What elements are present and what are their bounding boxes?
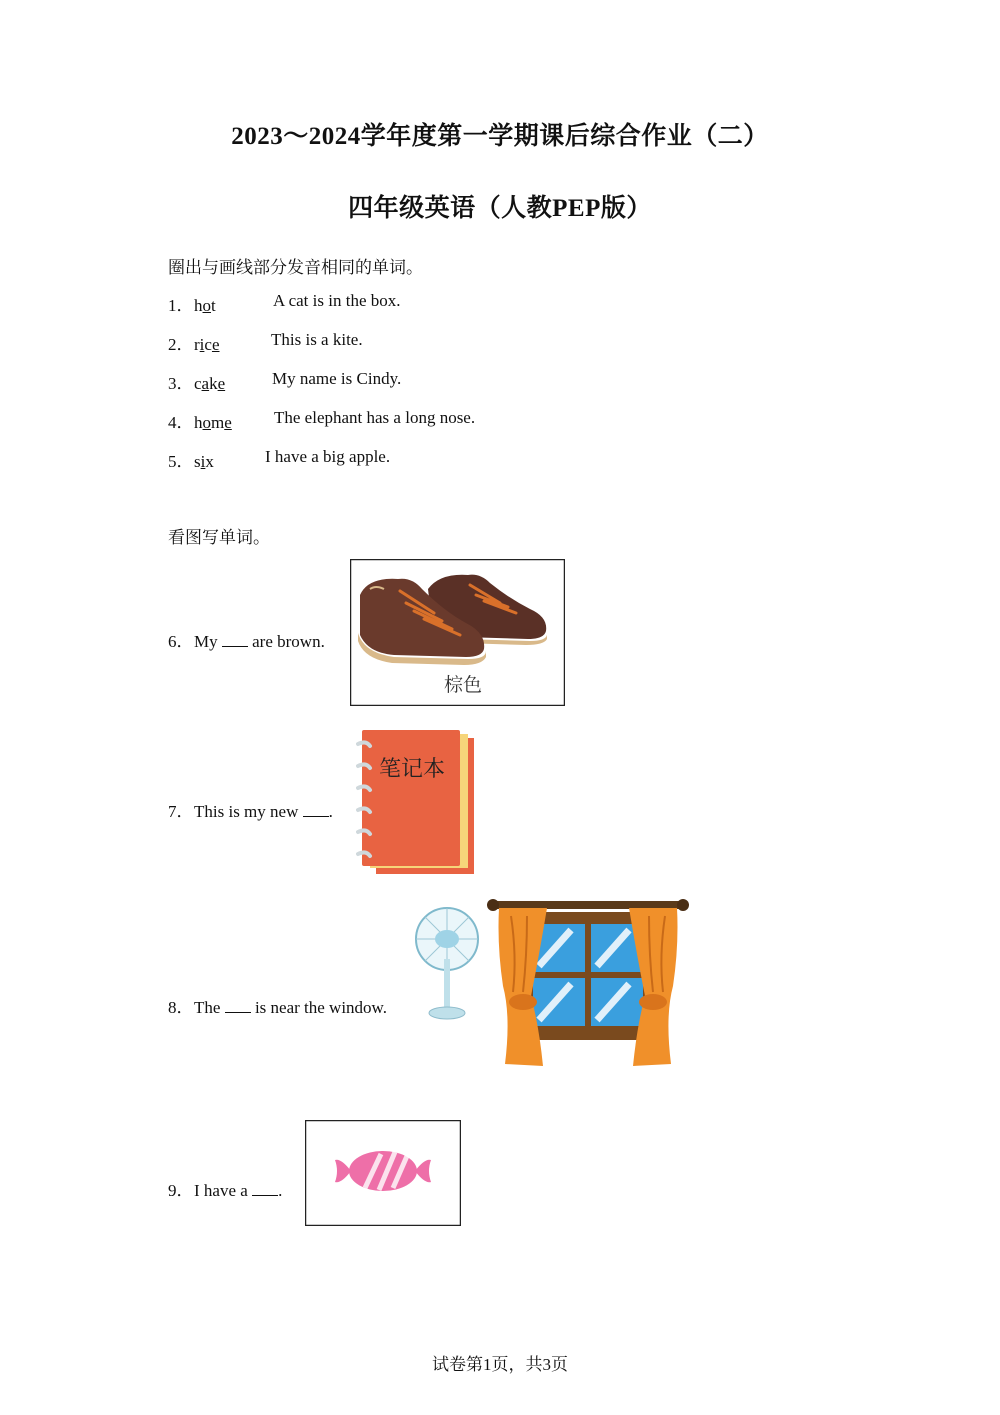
fan-image: [412, 905, 482, 1023]
sentence-start: This is my new: [194, 802, 303, 821]
question-number: 5．: [168, 452, 194, 471]
question-1: [168, 291, 401, 316]
fan-icon: [412, 905, 482, 1023]
image-label: 笔记本: [378, 757, 446, 782]
question-9: [168, 1176, 282, 1201]
window-image: [487, 896, 689, 1078]
question-4: [168, 408, 476, 433]
sentence: A cat is in the box.: [273, 291, 401, 310]
question-2: [168, 330, 363, 355]
shoes-image: [350, 559, 565, 706]
answer-blank[interactable]: [225, 1011, 251, 1013]
answer-blank[interactable]: [222, 645, 248, 647]
notebook-icon: [356, 728, 476, 876]
sentence: My name is Cindy.: [272, 369, 402, 388]
shoes-icon: [350, 559, 565, 706]
candy-icon: [305, 1120, 461, 1226]
question-8: [168, 993, 387, 1018]
sentence-end: is near the window.: [250, 998, 387, 1017]
question-7: [168, 797, 333, 822]
page-subtitle: 四年级英语（人教PEP版）: [348, 195, 652, 222]
sentence-end: are brown.: [247, 632, 325, 651]
answer-blank[interactable]: [252, 1194, 278, 1196]
section-2-heading: 看图写单词。: [168, 528, 270, 548]
target-word: cake: [194, 374, 226, 393]
page-footer: 试卷第1页，共3页: [432, 1355, 568, 1374]
sentence-start: My: [194, 632, 222, 651]
page-title: 2023～2024学年度第一学期课后综合作业（二）: [231, 123, 769, 150]
question-number: 4．: [168, 413, 194, 432]
window-icon: [487, 896, 689, 1078]
sentence: The elephant has a long nose.: [274, 408, 476, 427]
target-word: rice: [194, 335, 220, 354]
answer-blank[interactable]: [303, 815, 329, 817]
sentence-end: .: [278, 1181, 283, 1200]
sentence-start: The: [194, 998, 225, 1017]
sentence: This is a kite.: [271, 330, 363, 349]
target-word: home: [194, 413, 232, 432]
image-label: 棕色: [443, 674, 483, 696]
question-number: 7．: [168, 802, 194, 821]
section-1-heading: 圈出与画线部分发音相同的单词。: [168, 258, 423, 278]
target-word: hot: [194, 296, 216, 315]
sentence-end: .: [328, 802, 333, 821]
notebook-image: [356, 728, 476, 876]
question-5: [168, 447, 391, 472]
question-number: 3．: [168, 374, 194, 393]
question-number: 8．: [168, 998, 194, 1017]
question-number: 6．: [168, 632, 194, 651]
candy-image: [305, 1120, 461, 1226]
target-word: six: [194, 452, 214, 471]
question-6: [168, 627, 325, 652]
question-number: 1．: [168, 296, 194, 315]
question-number: 2．: [168, 335, 194, 354]
question-3: [168, 369, 402, 394]
sentence: I have a big apple.: [265, 447, 391, 466]
question-number: 9．: [168, 1181, 194, 1200]
sentence-start: I have a: [194, 1181, 253, 1200]
